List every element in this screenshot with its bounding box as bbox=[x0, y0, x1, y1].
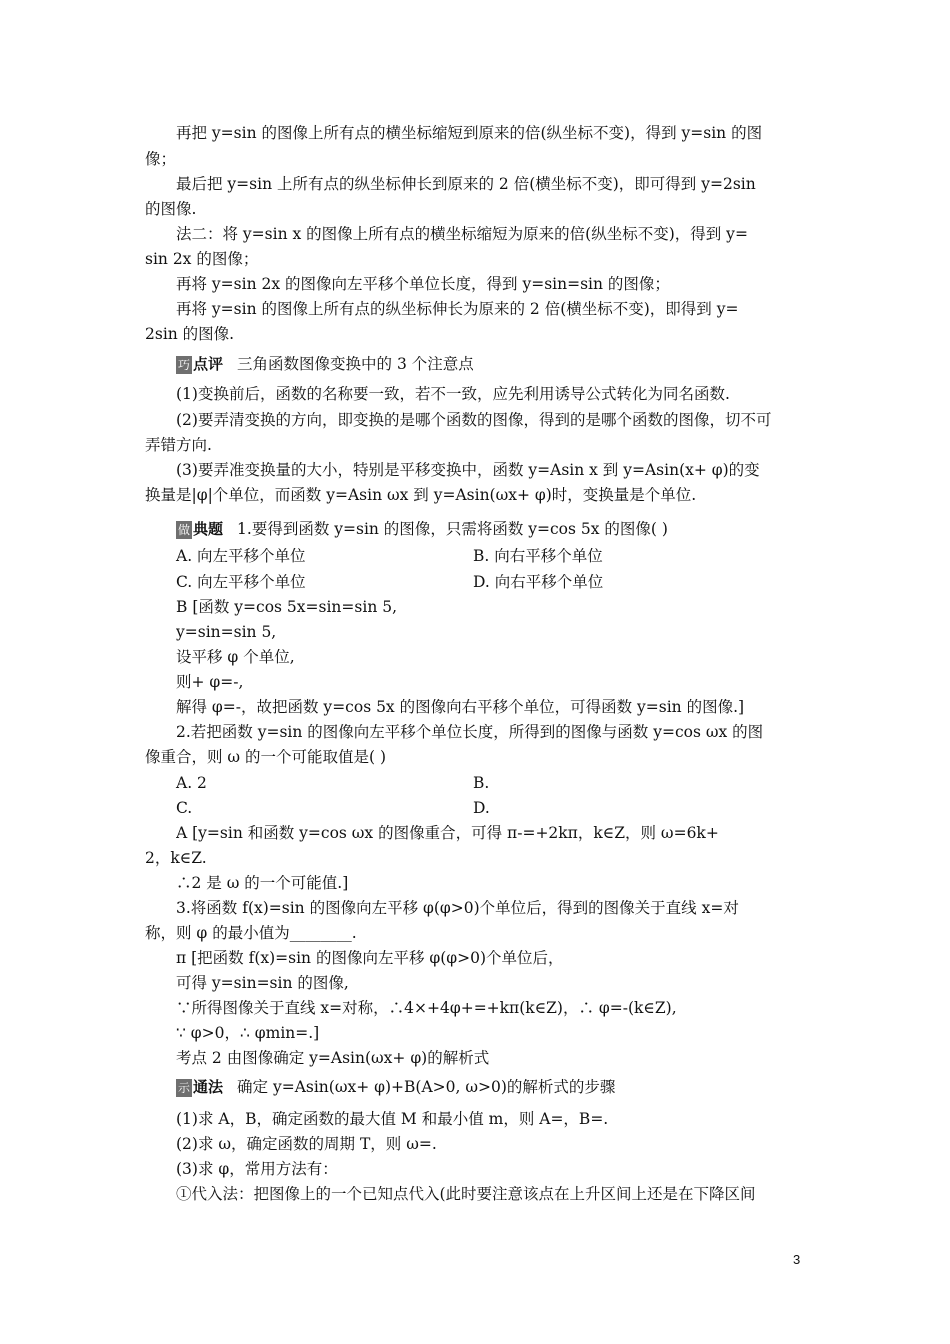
heading-text: 1.要得到函数 y=sin 的图像，只需将函数 y=cos 5x 的图像( ) bbox=[237, 520, 668, 538]
text-line: sin 2x 的图像； bbox=[145, 250, 259, 268]
option-d: D. 向右平移个单位 bbox=[473, 573, 604, 591]
text-line: A [y=sin 和函数 y=cos ωx 的图像重合，可得 π-=+2kπ，k∈Z，则 ω=6k+ bbox=[176, 824, 719, 842]
text-line: π [把函数 f(x)=sin 的图像向左平移 φ(φ>0)个单位后， bbox=[176, 949, 564, 967]
heading-text: 三角函数图像变换中的 3 个注意点 bbox=[237, 355, 474, 373]
text-line: 2.若把函数 y=sin 的图像向左平移个单位长度，所得到的图像与函数 y=cos ωx 的图 bbox=[176, 723, 764, 741]
heading-text: 确定 y=Asin(ωx+ φ)+B(A>0, ω>0)的解析式的步骤 bbox=[237, 1078, 616, 1096]
text-line: (1)求 A，B，确定函数的最大值 M 和最小值 m，则 A=，B=. bbox=[176, 1110, 609, 1128]
option-c: C. bbox=[176, 799, 193, 817]
text-line: B [函数 y=cos 5x=sin=sin 5, bbox=[176, 598, 398, 616]
text-line: 则+ φ=-, bbox=[176, 673, 244, 691]
text-line: 弄错方向. bbox=[145, 436, 212, 454]
text-line: (1)变换前后，函数的名称要一致，若不一致，应先利用诱导公式转化为同名函数. bbox=[176, 385, 730, 403]
text-line: 设平移 φ 个单位, bbox=[176, 648, 295, 666]
section-title: 考点 2 由图像确定 y=Asin(ωx+ φ)的解析式 bbox=[176, 1049, 490, 1067]
heading-label: 通法 bbox=[193, 1078, 224, 1096]
text-line: 解得 φ=-，故把函数 y=cos 5x 的图像向右平移个单位，可得函数 y=sin 的图像.] bbox=[176, 698, 745, 716]
text-line: 2sin 的图像. bbox=[145, 325, 235, 343]
option-b: B. 向右平移个单位 bbox=[473, 547, 603, 565]
option-a: A. 2 bbox=[176, 774, 207, 792]
heading-badge: 做 bbox=[178, 523, 191, 537]
text-line: 法二：将 y=sin x 的图像上所有点的横坐标缩短为原来的倍(纵坐标不变)，得到 y= bbox=[176, 225, 748, 243]
text-line: ∵所得图像关于直线 x=对称，∴4×+4φ+=+kπ(k∈Z)，∴ φ=-(k∈Z), bbox=[176, 999, 677, 1017]
text-line: 称，则 φ 的最小值为________. bbox=[145, 924, 357, 942]
section-heading-method bbox=[176, 1075, 810, 1099]
text-line: 再将 y=sin 2x 的图像向左平移个单位长度，得到 y=sin=sin 的图像； bbox=[176, 275, 670, 293]
text-line: 可得 y=sin=sin 的图像, bbox=[176, 974, 349, 992]
page-number: 3 bbox=[793, 1252, 801, 1267]
text-line: 的图像. bbox=[145, 200, 197, 218]
text-line: 再将 y=sin 的图像上所有点的纵坐标伸长为原来的 2 倍(横坐标不变)，即得到 y= bbox=[176, 300, 739, 318]
text-line: 3.将函数 f(x)=sin 的图像向左平移 φ(φ>0)个单位后，得到的图像关于直线 x=对 bbox=[176, 899, 739, 917]
text-line: (2)要弄清变换的方向，即变换的是哪个函数的图像，得到的是哪个函数的图像，切不可 bbox=[176, 411, 772, 429]
text-line: ∴2 是 ω 的一个可能值.] bbox=[176, 874, 349, 892]
heading-badge: 巧 bbox=[178, 358, 191, 372]
option-c: C. 向左平移个单位 bbox=[176, 573, 306, 591]
heading-badge: 示 bbox=[178, 1081, 191, 1095]
text-line: 像重合，则 ω 的一个可能取值是( ) bbox=[145, 748, 387, 766]
option-a: A. 向左平移个单位 bbox=[176, 547, 306, 565]
text-line: 2，k∈Z. bbox=[145, 849, 207, 867]
text-line: 再把 y=sin 的图像上所有点的横坐标缩短到原来的倍(纵坐标不变)，得到 y=sin 的图 bbox=[176, 124, 763, 142]
text-line: (3)要弄准变换量的大小，特别是平移变换中，函数 y=Asin x 到 y=Asin(x+ φ)的变 bbox=[176, 461, 760, 479]
section-heading-problems bbox=[176, 517, 810, 541]
heading-label: 点评 bbox=[193, 355, 224, 373]
option-d: D. bbox=[473, 799, 490, 817]
text-line: 最后把 y=sin 上所有点的纵坐标伸长到原来的 2 倍(横坐标不变)，即可得到 y=2sin bbox=[176, 175, 756, 193]
section-heading-tips bbox=[176, 352, 810, 376]
text-line: ∵ φ>0，∴ φmin=.] bbox=[176, 1024, 320, 1042]
text-line: ①代入法：把图像上的一个已知点代入(此时要注意该点在上升区间上还是在下降区间 bbox=[176, 1185, 756, 1203]
text-line: (2)求 ω，确定函数的周期 T，则 ω=. bbox=[176, 1135, 437, 1153]
option-b: B. bbox=[473, 774, 490, 792]
text-line: 换量是|φ|个单位，而函数 y=Asin ωx 到 y=Asin(ωx+ φ)时，变换量是个单位. bbox=[145, 486, 697, 504]
heading-label: 典题 bbox=[193, 520, 224, 538]
text-line: 像； bbox=[145, 150, 177, 168]
text-line: (3)求 φ，常用方法有： bbox=[176, 1160, 338, 1178]
text-line: y=sin=sin 5, bbox=[176, 623, 277, 641]
